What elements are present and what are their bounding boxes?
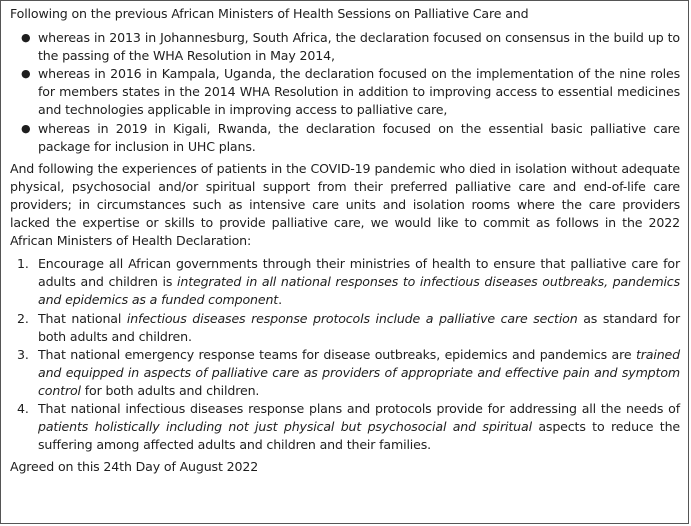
commitment-emphasis: patients holistically including not just physical but psychosocial and spiritual <box>38 419 532 435</box>
commitments-list <box>10 255 680 454</box>
bullet-dot-icon: ● <box>21 67 31 81</box>
item-number: 3. <box>17 346 29 362</box>
list-item <box>21 65 680 119</box>
commitment-text: That national emergency response teams for disease outbreaks, epidemics and pandemics are <box>38 346 636 362</box>
commitment-text: Encourage all African governments through their ministries of health to ensure that palliative care for adults and children is <box>38 256 680 290</box>
list-item <box>21 120 680 156</box>
commitment-text-end: aspects to reduce the suffering among affected adults and children and their families. <box>38 419 680 453</box>
commitment-text: That national <box>38 310 127 326</box>
whereas-list <box>10 29 680 156</box>
commitment-text: That national infectious diseases response plans and protocols provide for addressing all the needs of <box>38 400 680 416</box>
item-number: 1. <box>17 256 29 272</box>
covid-paragraph: And following the experiences of patients in the COVID-19 pandemic who died in isolation without adequate physical, psychosocial and/or spiritual support from their preferred palliative care and end-of-life care providers; in circumstances such as intensive care units and isolation rooms where the care providers lacked the expertise or skills to provide palliative care, we would like to commit as follows in the 2022 African Ministers of Health Declaration: <box>10 160 680 249</box>
bullet-dot-icon: ● <box>21 121 31 135</box>
list-item <box>17 346 680 400</box>
commitment-text-end: for both adults and children. <box>80 382 260 398</box>
list-item <box>17 255 680 309</box>
commitment-emphasis: integrated in all national responses to infectious diseases outbreaks, pandemics and epidemics as a funded component <box>38 274 680 308</box>
whereas-text: whereas in 2019 in Kigali, Rwanda, the declaration focused on the essential basic palliative care package for inclusion in UHC plans. <box>38 120 680 154</box>
list-item <box>17 310 680 346</box>
intro-paragraph: Following on the previous African Ministers of Health Sessions on Palliative Care and <box>10 6 529 21</box>
closing-statement: Agreed on this 24th Day of August 2022 <box>10 459 259 475</box>
commitment-text-end: . <box>278 292 282 308</box>
bullet-dot-icon: ● <box>21 31 31 45</box>
commitment-emphasis: infectious diseases response protocols include a palliative care section <box>126 310 578 326</box>
item-number: 2. <box>17 310 29 326</box>
list-item <box>21 29 680 65</box>
whereas-text: whereas in 2016 in Kampala, Uganda, the declaration focused on the implementation of the nine roles for members states in the 2014 WHA Resolution in addition to improving access to essential medicines and technologies applicable in improving access to palliative care, <box>38 66 680 118</box>
item-number: 4. <box>17 400 29 416</box>
list-item <box>17 400 680 454</box>
commitment-text-end: as standard for both adults and children. <box>38 310 680 344</box>
commitment-emphasis: trained and equipped in aspects of palliative care as providers of appropriate and effective pain and symptom control <box>38 346 680 398</box>
whereas-text: whereas in 2013 in Johannesburg, South Africa, the declaration focused on consensus in the build up to the passing of the WHA Resolution in May 2014, <box>38 30 680 64</box>
